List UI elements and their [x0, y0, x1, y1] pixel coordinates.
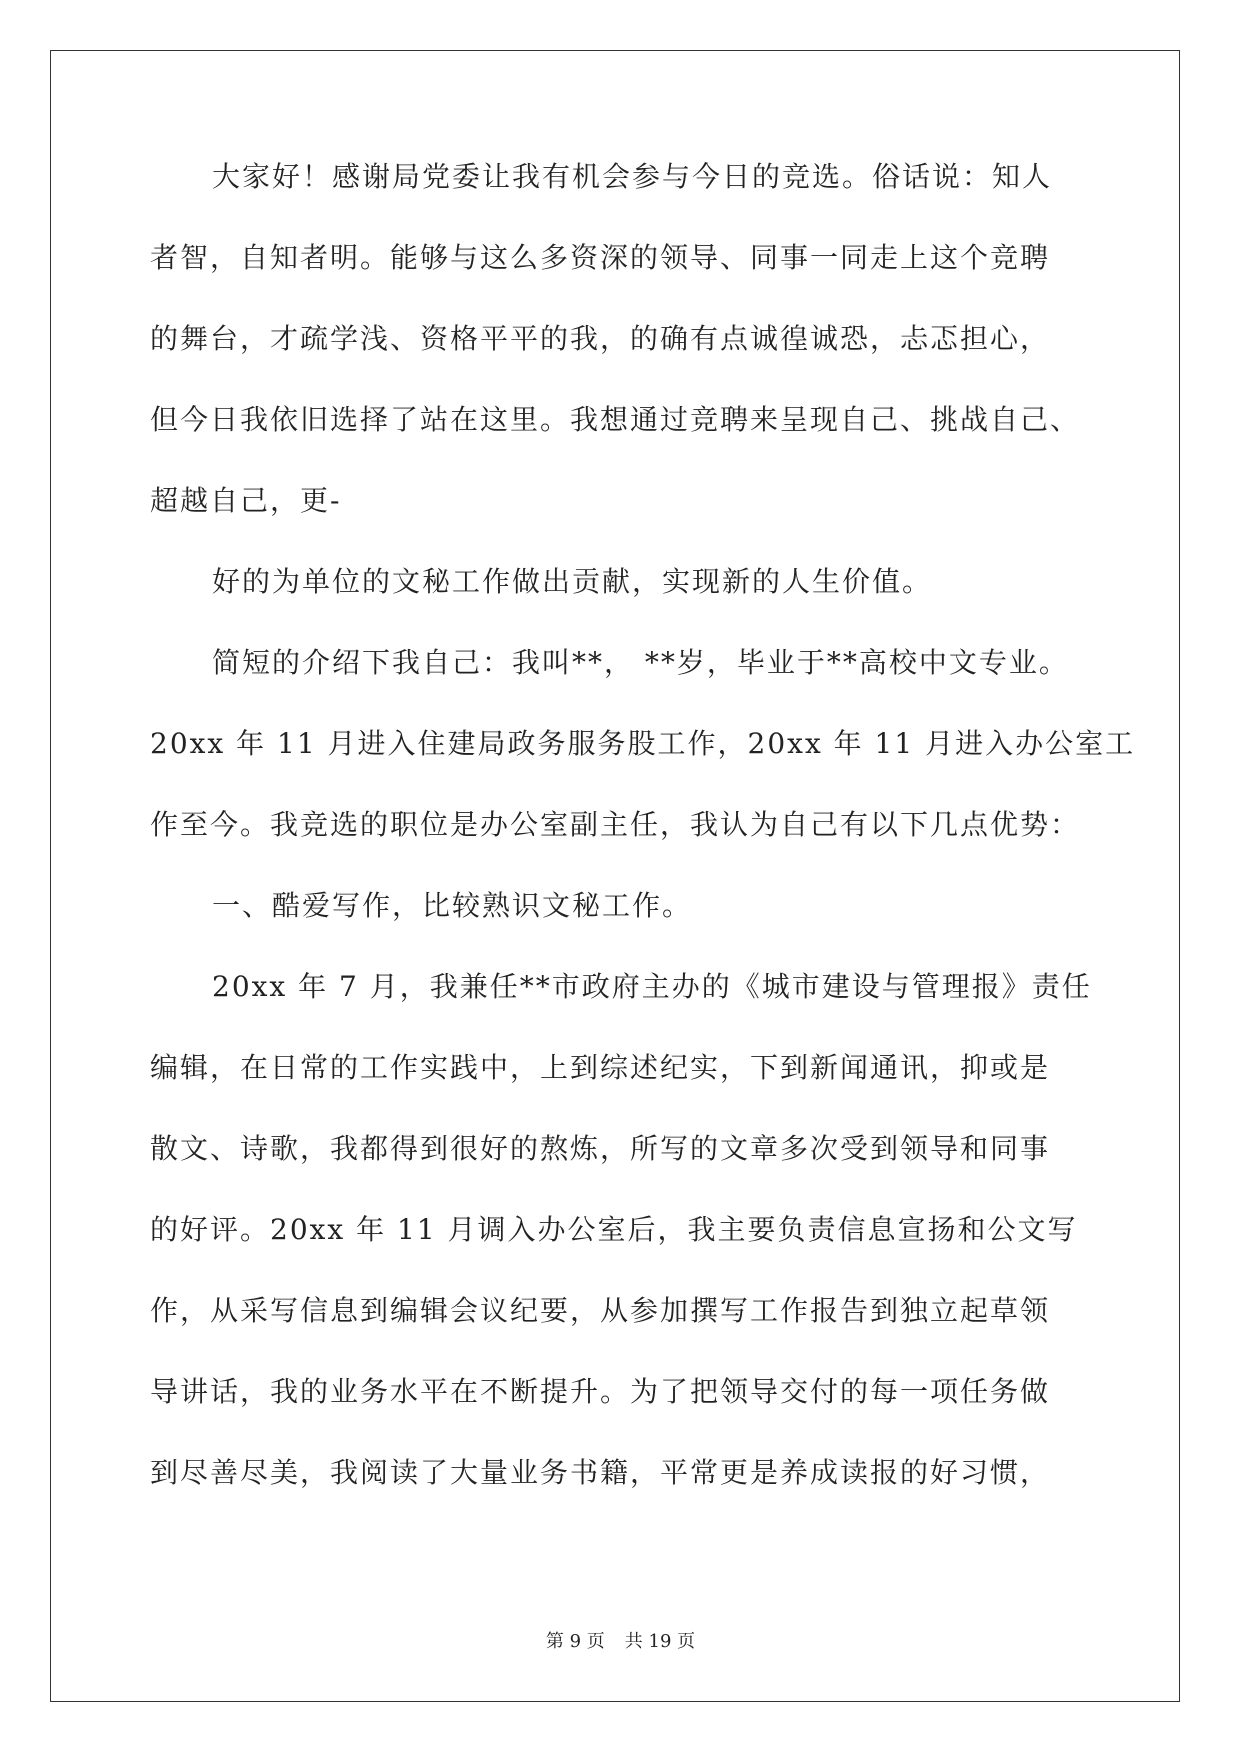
text-line: 超越自己，更-: [150, 484, 342, 517]
text-line: 一、酷爱写作，比较熟识文秘工作。: [212, 889, 693, 922]
text-line: 20xx 年 11 月进入住建局政务服务股工作，20xx 年 11 月进入办公室工: [150, 727, 1136, 760]
text-line: 的好评。20xx 年 11 月调入办公室后，我主要负责信息宣扬和公文写: [150, 1213, 1078, 1246]
document-body: [150, 160, 1136, 1539]
text-line: 大家好！感谢局党委让我有机会参与今日的竞选。俗话说：知人: [212, 160, 1053, 193]
text-line: 作至今。我竞选的职位是办公室副主任，我认为自己有以下几点优势：: [150, 808, 1081, 841]
text-line: 者智，自知者明。能够与这么多资深的领导、同事一同走上这个竞聘: [150, 241, 1051, 274]
text-line: 作，从采写信息到编辑会议纪要，从参加撰写工作报告到独立起草领: [150, 1294, 1051, 1327]
text-line: 编辑，在日常的工作实践中，上到综述纪实，下到新闻通讯，抑或是: [150, 1051, 1051, 1084]
text-line: 简短的介绍下我自己：我叫**， **岁，毕业于**高校中文专业。: [212, 646, 1069, 679]
text-line: 到尽善尽美，我阅读了大量业务书籍，平常更是养成读报的好习惯，: [150, 1456, 1051, 1489]
text-line: 散文、诗歌，我都得到很好的熬炼，所写的文章多次受到领导和同事: [150, 1132, 1051, 1165]
text-line: 20xx 年 7 月，我兼任**市政府主办的《城市建设与管理报》责任: [212, 970, 1092, 1003]
text-line: 导讲话，我的业务水平在不断提升。为了把领导交付的每一项任务做: [150, 1375, 1051, 1408]
text-line: 但今日我依旧选择了站在这里。我想通过竞聘来呈现自己、挑战自己、: [150, 403, 1081, 436]
text-line: 好的为单位的文秘工作做出贡献，实现新的人生价值。: [212, 565, 933, 598]
text-line: 的舞台，才疏学浅、资格平平的我，的确有点诚徨诚恐，忐忑担心，: [150, 322, 1051, 355]
page-number-current: 第 9 页: [545, 1631, 605, 1652]
page-number-total: 共 19 页: [624, 1631, 696, 1652]
page-footer: [0, 1627, 1241, 1653]
